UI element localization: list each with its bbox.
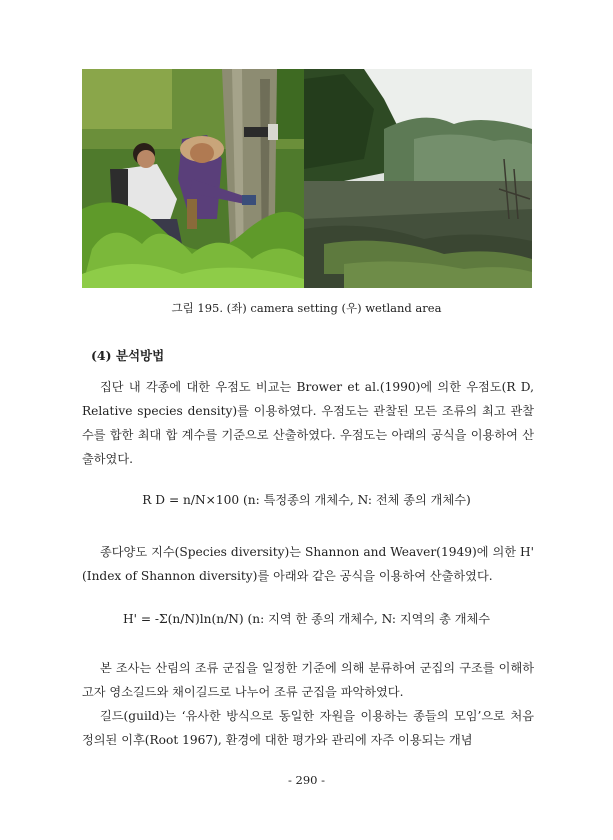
- figure-caption: 그림 195. (좌) camera setting (우) wetland area: [171, 301, 442, 315]
- paragraph-dominance: 집단 내 각종에 대한 우점도 비교는 Brower et al.(1990)에 의한 우점도(R D, Relative species density)를 이용하였다. 우점도는 관찰된 모든 조류의 최고 관찰수를 합한 최대 합 계수를 기준으로 산출하였다. 우점도는 아래의 공식을 이용하여 산출하였다.: [82, 380, 534, 466]
- wetland-area-photo: [304, 69, 532, 288]
- formula-shannon: H' = -Σ(n/N)ln(n/N) (n: 지역 한 종의 개체수, N: 지역의 총 개체수: [122, 612, 491, 626]
- paragraph-guild: 길드(guild)는 ‘유사한 방식으로 동일한 자원을 이용하는 종들의 모임’으로 처음 정의된 이후(Root 1967), 환경에 대한 평가와 관리에 자주 이용되는 개념: [82, 709, 534, 747]
- paragraph-diversity: 종다양도 지수(Species diversity)는 Shannon and Weaver(1949)에 의한 H' (Index of Shannon diversity)를 아래와 같은 공식을 이용하여 산출하였다.: [82, 545, 534, 583]
- section-heading: (4) 분석방법: [91, 348, 165, 363]
- page-number: - 290 -: [287, 773, 326, 787]
- camera-setting-photo: [82, 69, 304, 288]
- formula-relative-density: R D = n/N×100 (n: 특정종의 개체수, N: 전체 종의 개체수): [142, 493, 471, 507]
- figure-photos: [82, 69, 532, 288]
- paragraph-community: 본 조사는 산림의 조류 군집을 일정한 기준에 의해 분류하여 군집의 구조를 이해하고자 영소길드와 채이길드로 나누어 조류 군집을 파악하였다.: [82, 661, 534, 699]
